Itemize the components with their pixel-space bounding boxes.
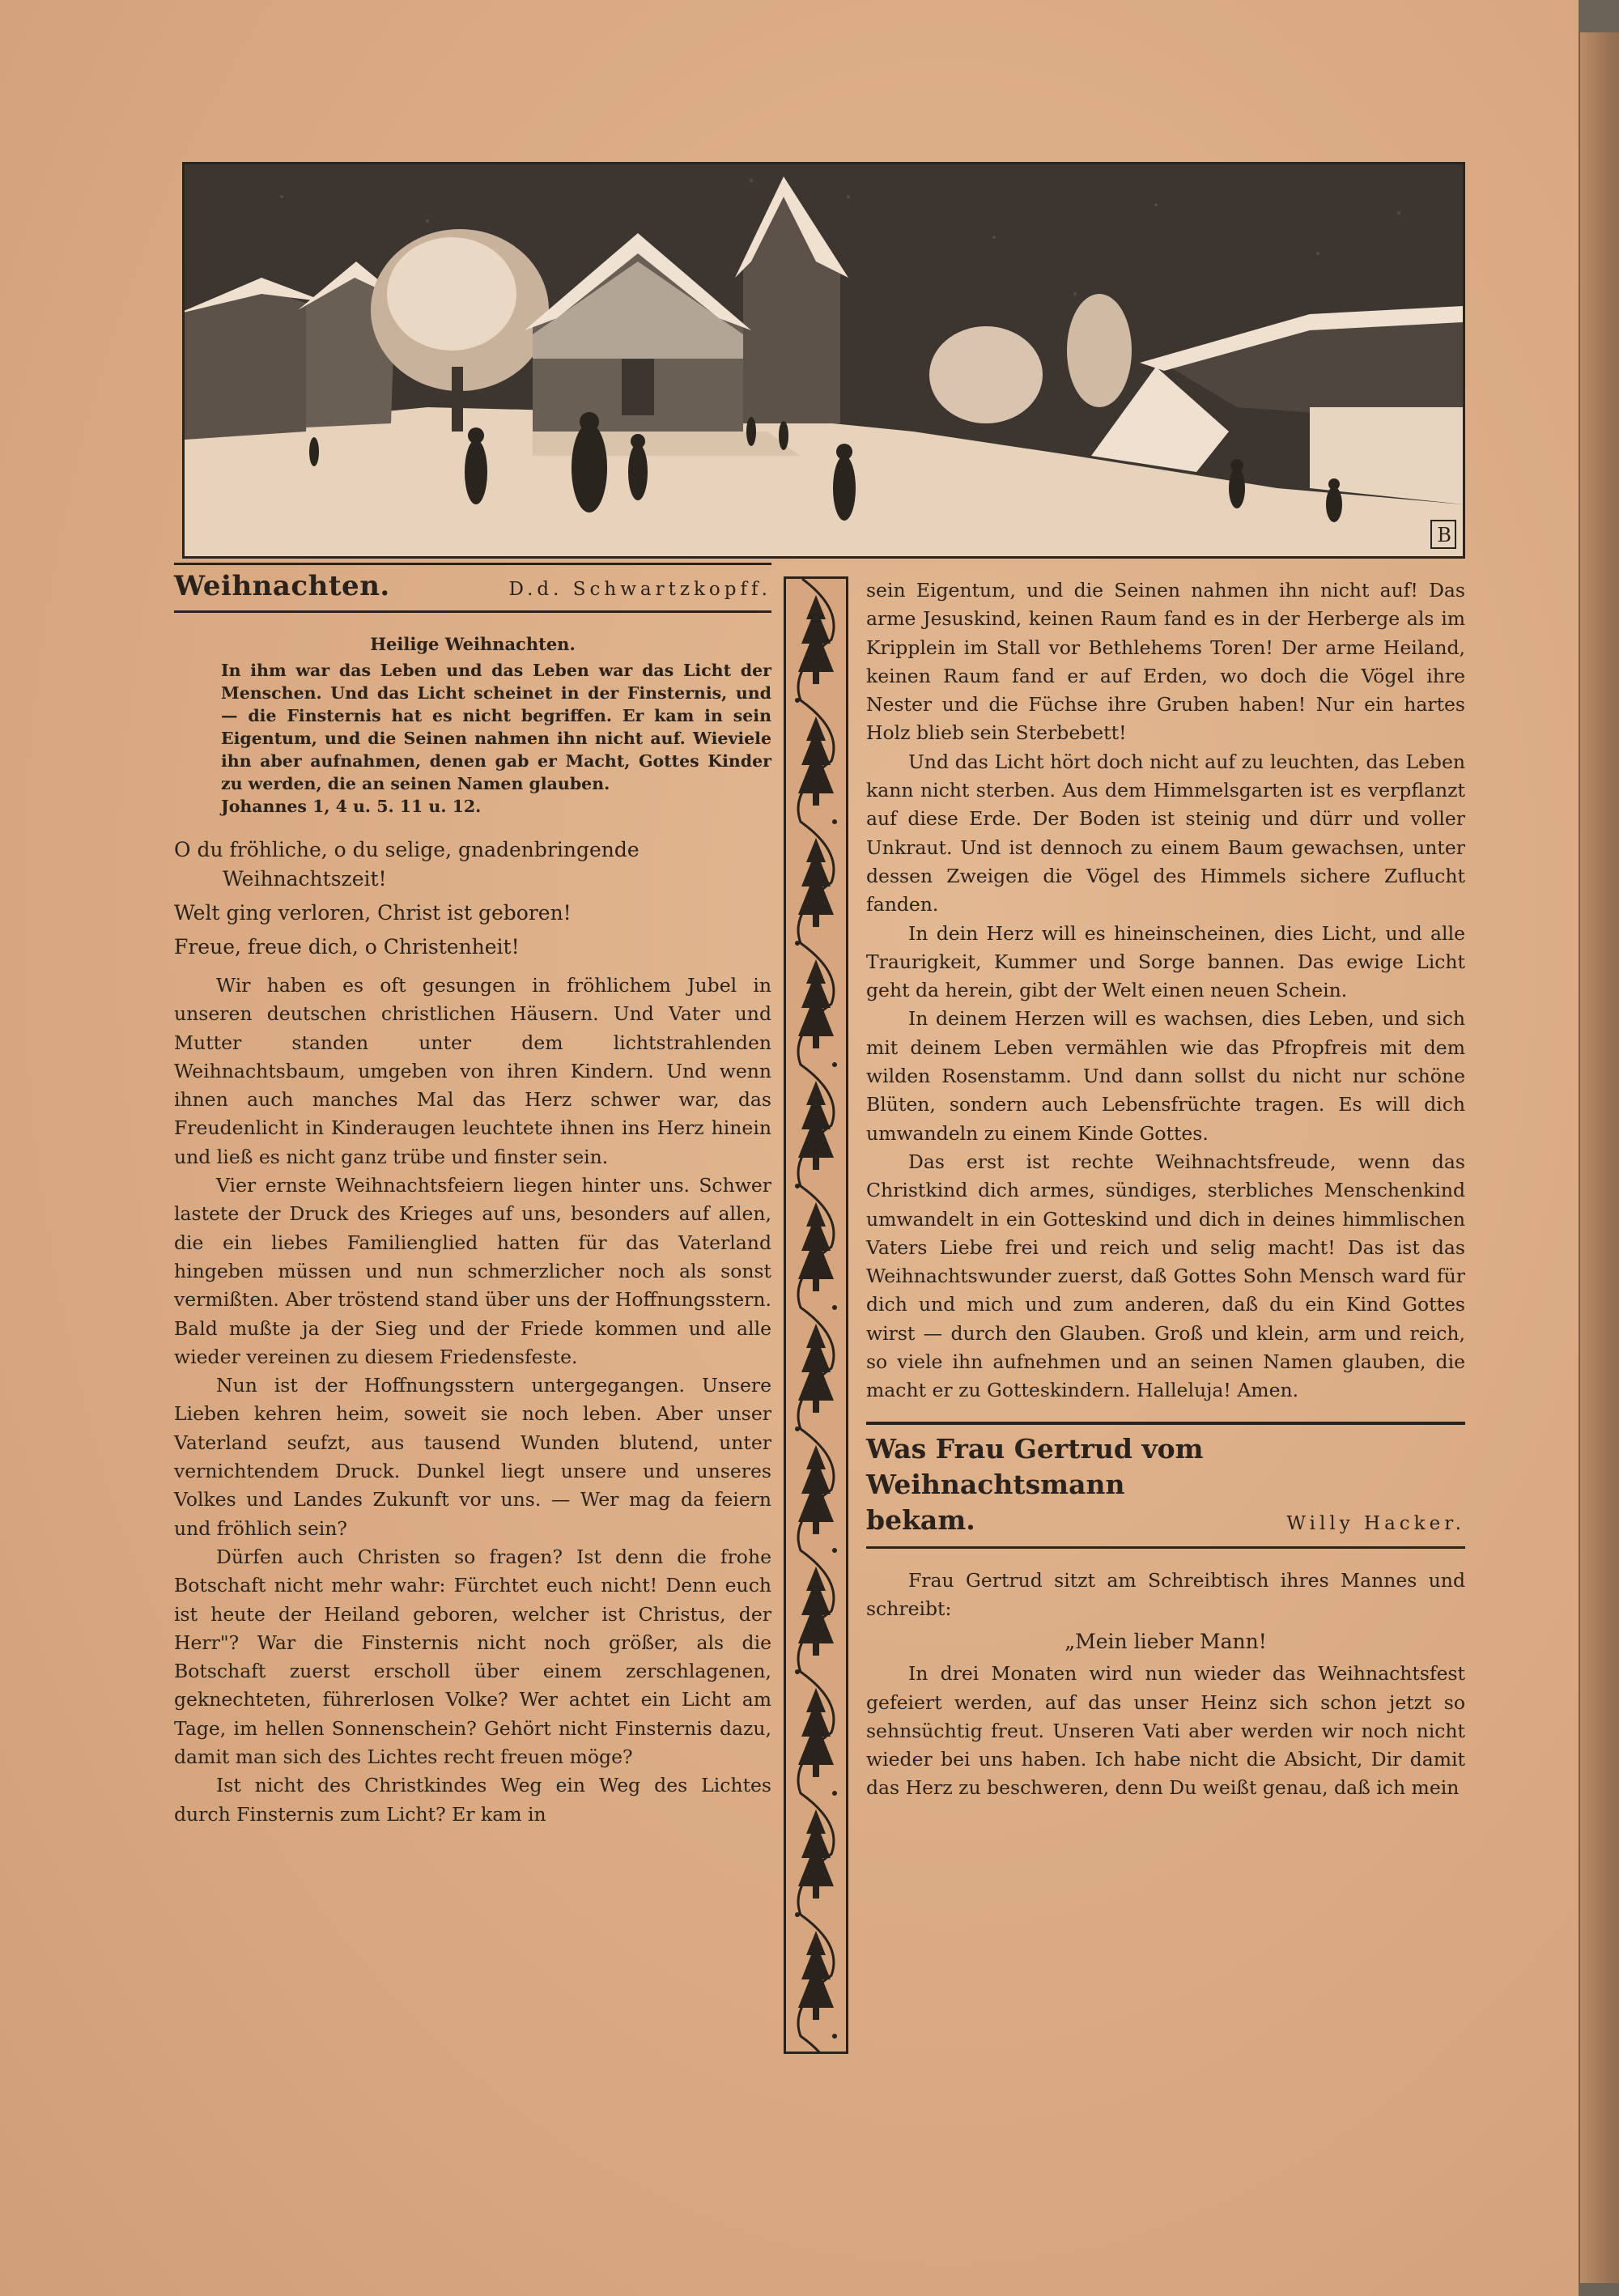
article1-paragraph-5: Ist nicht des Christkindes Weg ein Weg des Lichtes durch Finsternis zum Licht? Er kam in	[174, 1774, 771, 1826]
tree-ornament-icon	[795, 1324, 834, 1431]
article2-top-rule	[866, 1422, 1465, 1425]
binding-edge	[1579, 32, 1619, 2283]
article1-paragraph-6: sein Eigentum, und die Seinen nahmen ihn nicht auf! Das arme Jesuskind, keinen Raum fand es in der Herberge als im Kripplein im Stall vor Bethlehems Toren! Der arme Heiland, keinen Raum fand er auf Erden, wo doch die Vögel ihre Nester und die Füchse ihre Gruben haben! Nur ein hartes Holz blieb sein Sterbebett!	[866, 579, 1465, 745]
left-column	[174, 563, 771, 1829]
motto-text	[174, 659, 771, 818]
article2-paragraph-2: In drei Monaten wird nun wieder das Weihnachtsfest gefeiert werden, auf das unser Heinz sich schon jetzt so sehnsüchtig freut. Unseren Vati aber werden wir noch nicht wieder bei uns haben. Ich habe nicht die Absicht, Dir damit das Herz zu beschweren, denn Du weißt genau, daß ich mein	[866, 1662, 1465, 1800]
article1-header	[174, 565, 771, 610]
article2-bottom-rule	[866, 1546, 1465, 1549]
article2-title-line-1: Was Frau Gertrud vom Weihnachtsmann	[866, 1432, 1204, 1500]
verse-line-2: Welt ging verloren, Christ ist geboren!	[174, 901, 572, 925]
article1-paragraph-4: Dürfen auch Christen so fragen? Ist denn die frohe Botschaft nicht mehr wahr: Fürchtet euch nicht! Denn euch ist heute der Heiland geboren, welcher ist Christus, der Herr"? War die Finsternis nicht noch größer, als die Botschaft zuerst erscholl über einem zerschlagenen, geknechteten, führerlosen Volke? Wer achtet ein Licht am Tage, im hellen Sonnenschein? Gehört nicht Finsternis dazu, damit man sich des Lichtes recht freuen möge?	[174, 1545, 771, 1769]
verse-line-3: Freue, freue dich, o Christenheit!	[174, 935, 520, 959]
verse-line-1-text: O du fröhliche, o du selige, gnadenbringende	[174, 838, 640, 861]
article2-header-row	[866, 1503, 1465, 1538]
motto-body: In ihm war das Leben und das Leben war das Licht der Menschen. Und das Licht scheinet in der Finsternis, und — die Finsternis hat es nicht begriffen. Er kam in sein Eigentum, und die Seinen nahmen ihn nicht auf. Wieviele ihn aber aufnahmen, denen gab er Macht, Gottes Kinder zu werden, die an seinen Namen glauben.	[221, 661, 771, 793]
tree-ornament-icon	[795, 595, 834, 703]
illustration-monogram: B	[1437, 524, 1451, 546]
article1-author: D.d. Schwartzkopff.	[508, 579, 771, 600]
christmas-tree-ornament-icon	[786, 579, 846, 2052]
article1-paragraph-10: Das erst ist rechte Weihnachtsfreude, wenn das Christkind dich armes, sündiges, sterbliches Menschenkind umwandelt in ein Gotteskind und dich in deines himmlischen Vaters Liebe frei und reich und selig macht! Das ist das Weihnachtswunder zuerst, daß Gottes Sohn Mensch ward für dich und mich und zum anderen, daß du ein Kind Gottes wirst — durch den Glauben. Groß und klein, arm und reich, so viele ihn aufnehmen und an seinen Namen glauben, die macht er zu Gotteskindern. Halleluja! Amen.	[866, 1150, 1465, 1402]
article1-paragraph-2: Vier ernste Weihnachtsfeiern liegen hinter uns. Schwer lastete der Druck des Krieges auf uns, besonders auf allen, die ein liebes Familienglied hatten für das Vaterland hingeben müssen und nun schmerzlicher noch als sonst vermißten. Aber tröstend stand über uns der Hoffnungsstern. Bald mußte ja der Sieg und der Friede kommen und alle wieder vereinen zu diesem Friedensfeste.	[174, 1174, 771, 1368]
article2	[866, 1422, 1465, 1803]
article2-title-line-2: bekam.	[866, 1503, 975, 1536]
tree-ornament-icon	[795, 1809, 834, 1917]
article1-paragraph-1: Wir haben es oft gesungen in fröhlichem Jubel in unseren deutschen christlichen Häusern. Und Vater und Mutter standen unter dem lichtstrahlenden Weihnachtsbaum, umgeben von ihren Kindern. Und wenn ihnen auch manches Mal das Herz schwer war, das Freudenlicht in Kinderaugen leuchtete ihnen ins Herz hinein und ließ es nicht ganz trübe und finster sein.	[174, 974, 771, 1168]
hymn-verse	[174, 835, 771, 962]
verse-line-1	[174, 835, 771, 894]
winter-village-woodcut-icon	[185, 164, 1463, 556]
article1-paragraph-3: Nun ist der Hoffnungsstern untergegangen. Unsere Lieben kehren heim, soweit sie noch leben. Aber unser Vaterland seufzt, aus tausend Wunden blutend, unter vernichtendem Druck. Dunkel liegt unsere und unseres Volkes und Landes Zukunft vor uns. — Wer mag da feiern und fröhlich sein?	[174, 1374, 771, 1540]
motto-title: Heilige Weihnachten.	[370, 634, 576, 654]
tree-ornament-icon	[795, 838, 834, 946]
article2-paragraph-1: Frau Gertrud sitzt am Schreibtisch ihres Mannes und schreibt:	[866, 1568, 1465, 1620]
letter-salutation: „Mein lieber Mann!	[1064, 1630, 1267, 1654]
tree-ornament-icon	[795, 1567, 834, 1674]
article1-paragraph-7: Und das Licht hört doch nicht auf zu leuchten, das Leben kann nicht sterben. Aus dem Himmelsgarten ist es verpflanzt auf diese Erde. Der Boden ist steinig und dürr und voller Unkraut. Und ist dennoch zu einem Baum gewachsen, unter dessen Zweigen die Vögel des Himmels sichere Zuflucht fanden.	[866, 750, 1465, 916]
article1-paragraph-8: In dein Herz will es hineinscheinen, dies Licht, und alle Traurigkeit, Kummer und Sorge bannen. Das ewige Licht geht da herein, gibt der Welt einen neuen Schein.	[866, 921, 1465, 1002]
article1-paragraph-9: In deinem Herzen will es wachsen, dies Leben, und sich mit deinem Leben vermählen wie das Pfropfreis mit dem wilden Rosenstamm. Und dann sollst du nicht nur schöne Blüten, sondern auch Lebensfrüchte tragen. Es will dich umwandeln zu einem Kinde Gottes.	[866, 1007, 1465, 1145]
verse-line-1b: Weihnachtszeit!	[223, 867, 387, 891]
tree-ornament-icon	[795, 1081, 834, 1188]
christmas-tree-border	[784, 576, 848, 2054]
right-column	[866, 576, 1465, 1803]
winter-village-illustration	[182, 162, 1465, 559]
article1-title: Weihnachten.	[174, 570, 390, 602]
header-rule	[174, 610, 771, 613]
motto-reference: Johannes 1, 4 u. 5. 11 u. 12.	[221, 797, 482, 816]
article2-author: Willy Hacker.	[1286, 1512, 1465, 1534]
